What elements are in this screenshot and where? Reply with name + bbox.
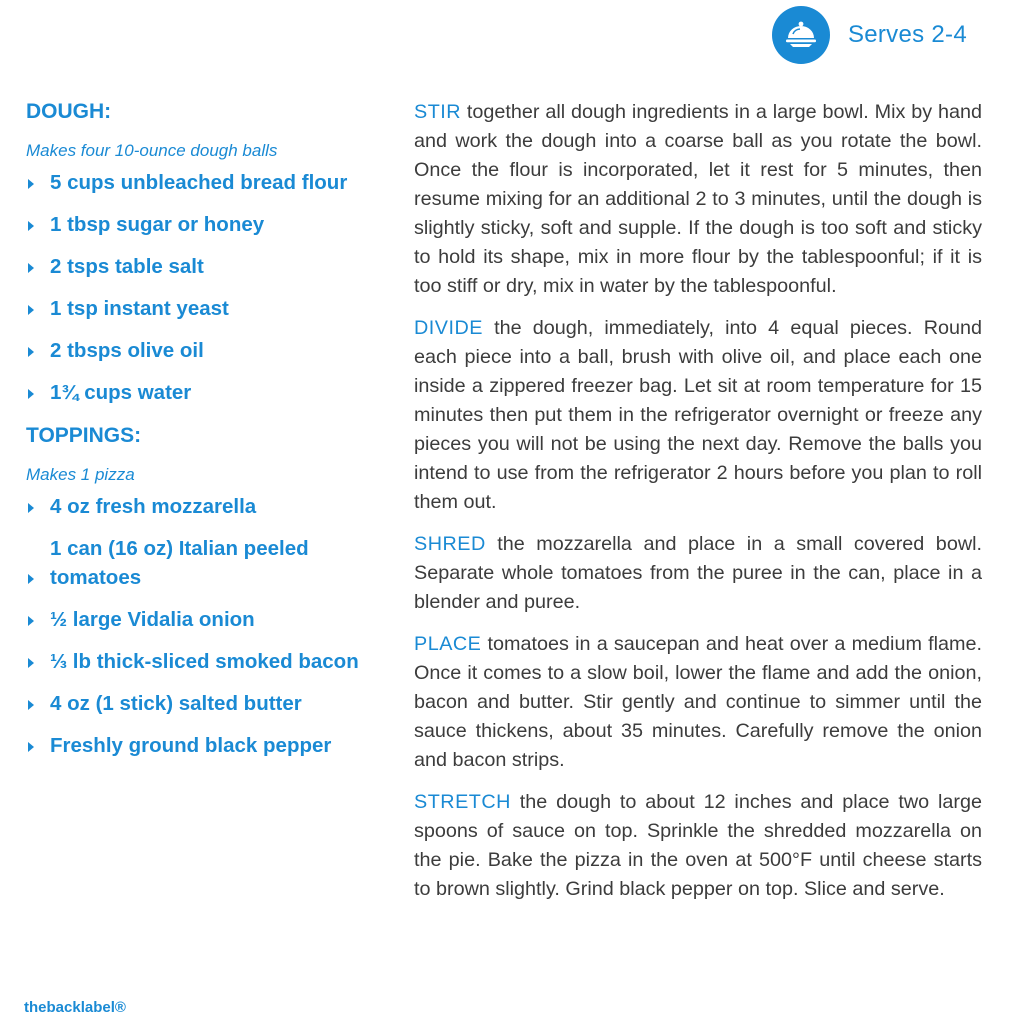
ingredient-text: 4 oz (1 stick) salted butter bbox=[50, 692, 302, 715]
step-verb: SHRED bbox=[414, 533, 486, 555]
covered-dish-icon bbox=[772, 6, 830, 64]
bullet-icon bbox=[28, 389, 34, 399]
step-shred bbox=[414, 530, 982, 617]
ingredient-item bbox=[26, 731, 371, 760]
step-stretch bbox=[414, 788, 982, 904]
bullet-icon bbox=[28, 347, 34, 357]
bullet-icon bbox=[28, 742, 34, 752]
ingredient-text: 1 tsp instant yeast bbox=[50, 297, 229, 320]
ingredient-item bbox=[26, 378, 371, 407]
serves-label: Serves 2-4 bbox=[847, 21, 967, 48]
step-verb: STRETCH bbox=[414, 791, 511, 813]
bullet-icon bbox=[28, 263, 34, 273]
step-text: the mozzarella and place in a small covered bowl. Separate whole tomatoes from the puree in the can, place in a blender and puree. bbox=[414, 533, 982, 613]
ingredient-item bbox=[26, 492, 371, 521]
ingredient-text: ½ large Vidalia onion bbox=[50, 608, 255, 631]
step-verb: PLACE bbox=[414, 633, 482, 655]
bullet-icon bbox=[28, 305, 34, 315]
ingredient-text: 1¾ cups water bbox=[50, 381, 192, 404]
ingredient-item bbox=[26, 168, 371, 197]
step-stir bbox=[414, 98, 982, 301]
bullet-icon bbox=[28, 616, 34, 626]
ingredient-item bbox=[26, 336, 371, 365]
ingredient-text: 2 tsps table salt bbox=[50, 255, 204, 278]
ingredient-text: 2 tbsps olive oil bbox=[50, 339, 204, 362]
dough-ingredient-list bbox=[26, 168, 371, 407]
step-verb: DIVIDE bbox=[414, 317, 483, 339]
bullet-icon bbox=[28, 221, 34, 231]
ingredient-text: Freshly ground black pepper bbox=[50, 734, 332, 757]
dough-note: Makes four 10-ounce dough balls bbox=[26, 141, 278, 160]
toppings-title: TOPPINGS: bbox=[26, 424, 142, 447]
step-text: the dough, immediately, into 4 equal pieces. Round each piece into a ball, brush with olive oil, and place each one inside a zippered freezer bag. Let sit at room temperature for 15 minutes then put them in the refrigerator overnight or freeze any pieces you will not be using the next day. Remove the balls you intend to use from the refrigerator 2 hours before you plan to roll them out. bbox=[414, 317, 982, 513]
toppings-ingredient-list bbox=[26, 492, 371, 760]
step-text: tomatoes in a saucepan and heat over a medium flame. Once it comes to a slow boil, lower the flame and add the onion, bacon and butter. Stir gently and continue to simmer until the sauce thickens, about 35 minutes. Carefully remove the onion and bacon strips. bbox=[414, 633, 982, 771]
ingredients-column bbox=[26, 96, 371, 773]
step-place bbox=[414, 630, 982, 775]
ingredient-text: 1 tbsp sugar or honey bbox=[50, 213, 265, 236]
bullet-icon bbox=[28, 179, 34, 189]
step-verb: STIR bbox=[414, 101, 462, 123]
ingredient-item bbox=[26, 534, 371, 592]
ingredient-item bbox=[26, 689, 371, 718]
bullet-icon bbox=[28, 700, 34, 710]
method-column bbox=[414, 98, 982, 917]
ingredient-item bbox=[26, 210, 371, 239]
ingredient-text: ⅓ lb thick-sliced smoked bacon bbox=[50, 650, 359, 673]
ingredient-text: 1 can (16 oz) Italian peeled tomatoes bbox=[50, 537, 309, 589]
ingredient-item bbox=[26, 605, 371, 634]
ingredient-item bbox=[26, 252, 371, 281]
serves-indicator bbox=[772, 6, 967, 64]
step-divide bbox=[414, 314, 982, 517]
step-text: the dough to about 12 inches and place two large spoons of sauce on top. Sprinkle the shredded mozzarella on the pie. Bake the pizza in the oven at 500°F until cheese starts to brown slightly. Grind black pepper on top. Slice and serve. bbox=[414, 791, 982, 900]
bullet-icon bbox=[28, 503, 34, 513]
step-text: together all dough ingredients in a large bowl. Mix by hand and work the dough into a coarse ball as you rotate the bowl. Once the flour is incorporated, let it rest for 5 minutes, then resume mixing for an additional 2 to 3 minutes, until the dough is slightly sticky, soft and supple. If the dough is too soft and sticky to hold its shape, mix in more flour by the tablespoonful; if it is too stiff or dry, mix in water by the tablespoonful. bbox=[414, 101, 982, 297]
ingredient-text: 5 cups unbleached bread flour bbox=[50, 171, 348, 194]
toppings-note: Makes 1 pizza bbox=[26, 465, 135, 484]
brand-footer: thebacklabel® bbox=[24, 999, 126, 1016]
ingredient-text: 4 oz fresh mozzarella bbox=[50, 495, 257, 518]
ingredient-item bbox=[26, 647, 371, 676]
dough-title: DOUGH: bbox=[26, 100, 112, 123]
bullet-icon bbox=[28, 574, 34, 584]
ingredient-item bbox=[26, 294, 371, 323]
bullet-icon bbox=[28, 658, 34, 668]
